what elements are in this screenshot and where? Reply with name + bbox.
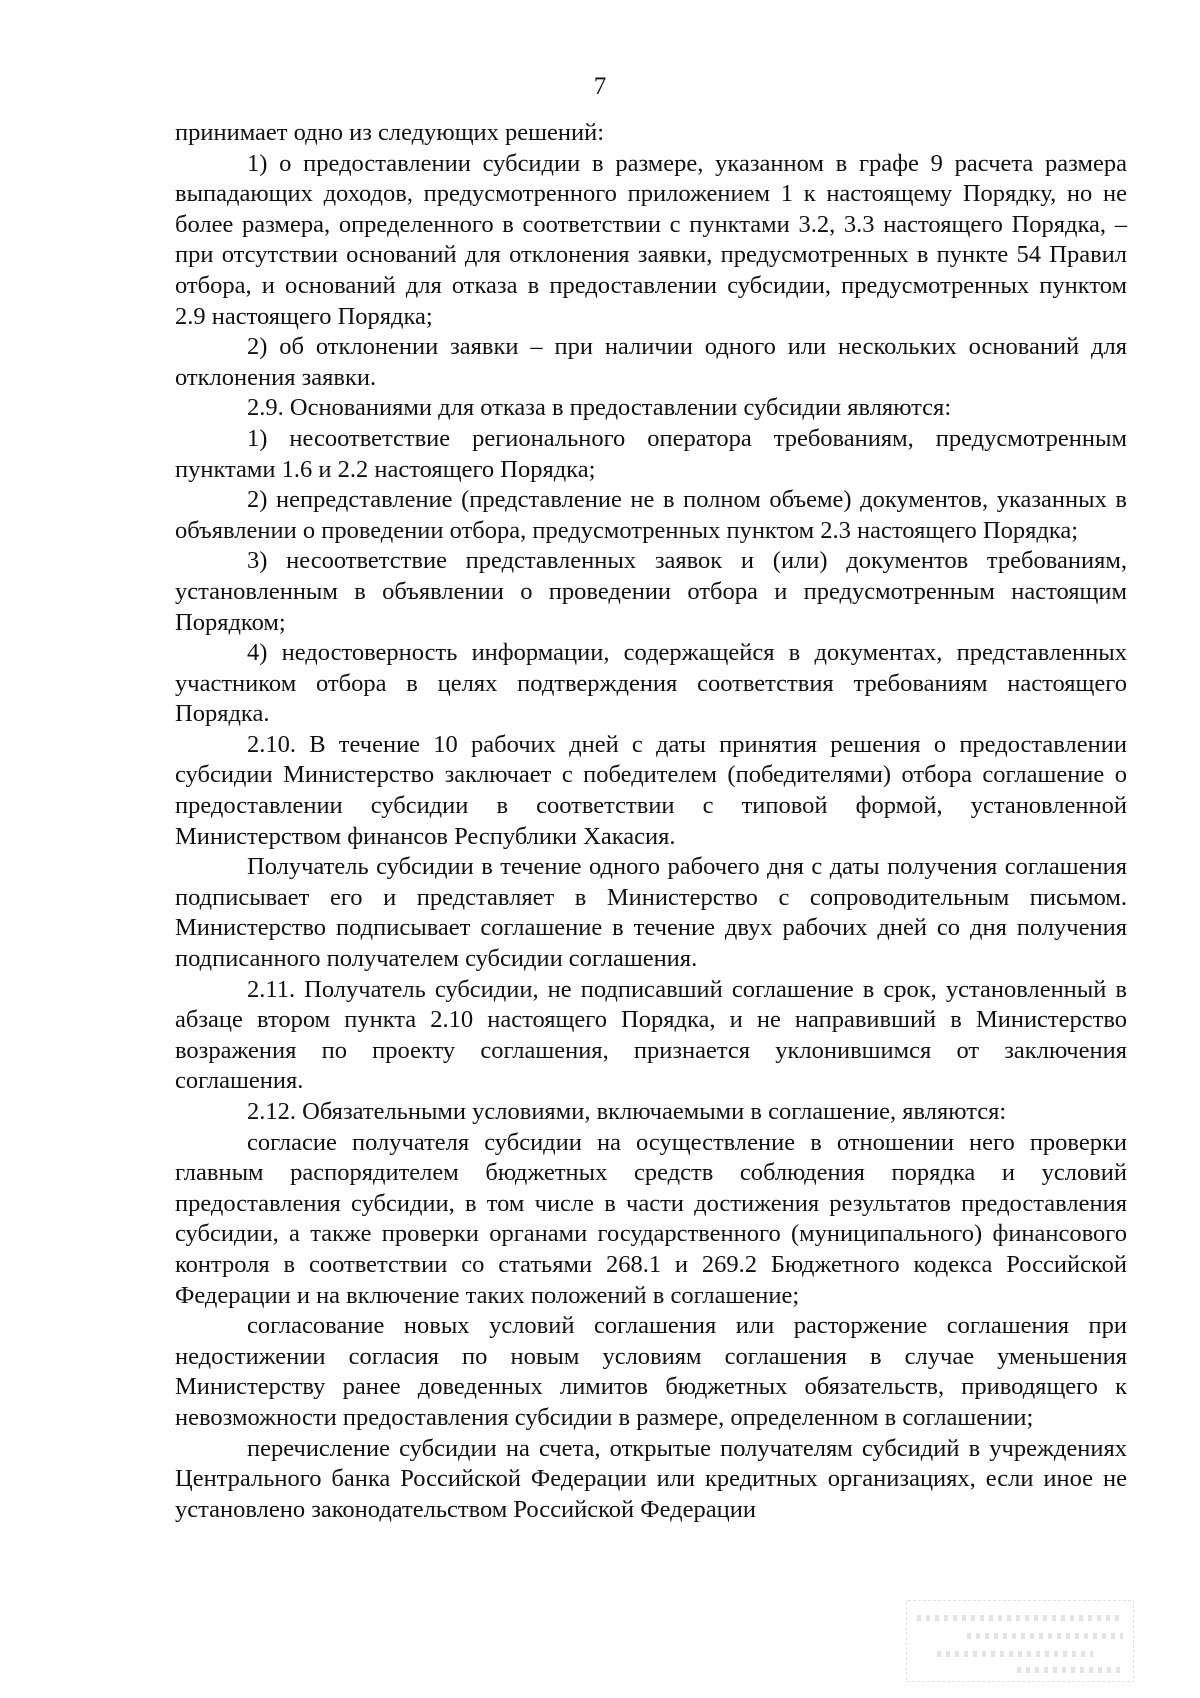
stamp-line	[917, 1615, 1123, 1621]
stamp-line	[967, 1633, 1123, 1639]
paragraph: 2) непредставление (представление не в полном объеме) документов, указанных в объявлении о проведении отбора, предусмотренных пунктом 2.3 настоящего Порядка;	[175, 486, 1127, 544]
stamp-line	[937, 1651, 1093, 1657]
paragraph: 1) несоответствие регионального оператора требованиям, предусмотренным пунктами 1.6 и 2.2 настоящего Порядка;	[175, 424, 1127, 483]
paragraph: 2.12. Обязательными условиями, включаемыми в соглашение, являются:	[247, 1098, 1007, 1125]
paragraph: 3) несоответствие представленных заявок и (или) документов требованиям, установленным в объявлении о проведении отбора и предусмотренным настоящим Порядком;	[175, 547, 1127, 636]
paragraph: 2.11. Получатель субсидии, не подписавший соглашение в срок, установленный в абзаце втором пункта 2.10 настоящего Порядка, и не направивший в Министерство возражения по проекту соглашения, признается уклонившимся от заключения соглашения.	[175, 975, 1127, 1095]
paragraph: согласие получателя субсидии на осуществление в отношении него проверки главным распорядителем бюджетных средств соблюдения порядка и условий предоставления субсидии, в том числе в части достижения результатов предоставления субсидии, а также проверки органами государственного (муниципального) финансового контроля в соответствии со статьями 268.1 и 269.2 Бюджетного кодекса Российской Федерации и на включение таких положений в соглашение;	[175, 1128, 1127, 1309]
paragraph: перечисление субсидии на счета, открытые получателям субсидий в учреждениях Центрального банка Российской Федерации или кредитных организациях, если иное не установлено законодательством Российской Федерации	[175, 1434, 1127, 1523]
paragraph: 2) об отклонении заявки – при наличии одного или нескольких оснований для отклонения заявки.	[175, 333, 1127, 391]
document-body	[175, 118, 1127, 1525]
paragraph: принимает одно из следующих решений:	[175, 119, 605, 146]
paragraph: согласование новых условий соглашения или расторжение соглашения при недостижении согласия по новым условиям соглашения в случае уменьшения Министерству ранее доведенных лимитов бюджетных обязательств, приводящего к невозможности предоставления субсидии в размере, определенном в соглашении;	[175, 1312, 1127, 1431]
paragraph: 4) недостоверность информации, содержащейся в документах, представленных участником отбора в целях подтверждения соответствия требованиям настоящего Порядка.	[175, 639, 1127, 728]
paragraph: 1) о предоставлении субсидии в размере, указанном в графе 9 расчета размера выпадающих доходов, предусмотренного приложением 1 к настоящему Порядку, но не более размера, определенного в соответствии с пунктами 3.2, 3.3 настоящего Порядка, – при отсутствии оснований для отклонения заявки, предусмотренных в пункте 54 Правил отбора, и оснований для отказа в предоставлении субсидии, предусмотренных пунктом 2.9 настоящего Порядка;	[175, 149, 1127, 330]
paragraph: 2.10. В течение 10 рабочих дней с даты принятия решения о предоставлении субсидии Министерство заключает с победителем (победителями) отбора соглашение о предоставлении субсидии в соответствии с типовой формой, установленной Министерством финансов Республики Хакасия.	[175, 730, 1127, 850]
faded-stamp	[906, 1600, 1134, 1682]
page-number: 7	[593, 73, 607, 100]
stamp-line	[1017, 1667, 1123, 1673]
paragraph: 2.9. Основаниями для отказа в предоставлении субсидии являются:	[247, 394, 952, 422]
paragraph: Получатель субсидии в течение одного рабочего дня с даты получения соглашения подписывает его и представляет в Министерство с сопроводительным письмом. Министерство подписывает соглашение в течение двух рабочих дней со дня получения подписанного получателем субсидии соглашения.	[175, 853, 1127, 973]
